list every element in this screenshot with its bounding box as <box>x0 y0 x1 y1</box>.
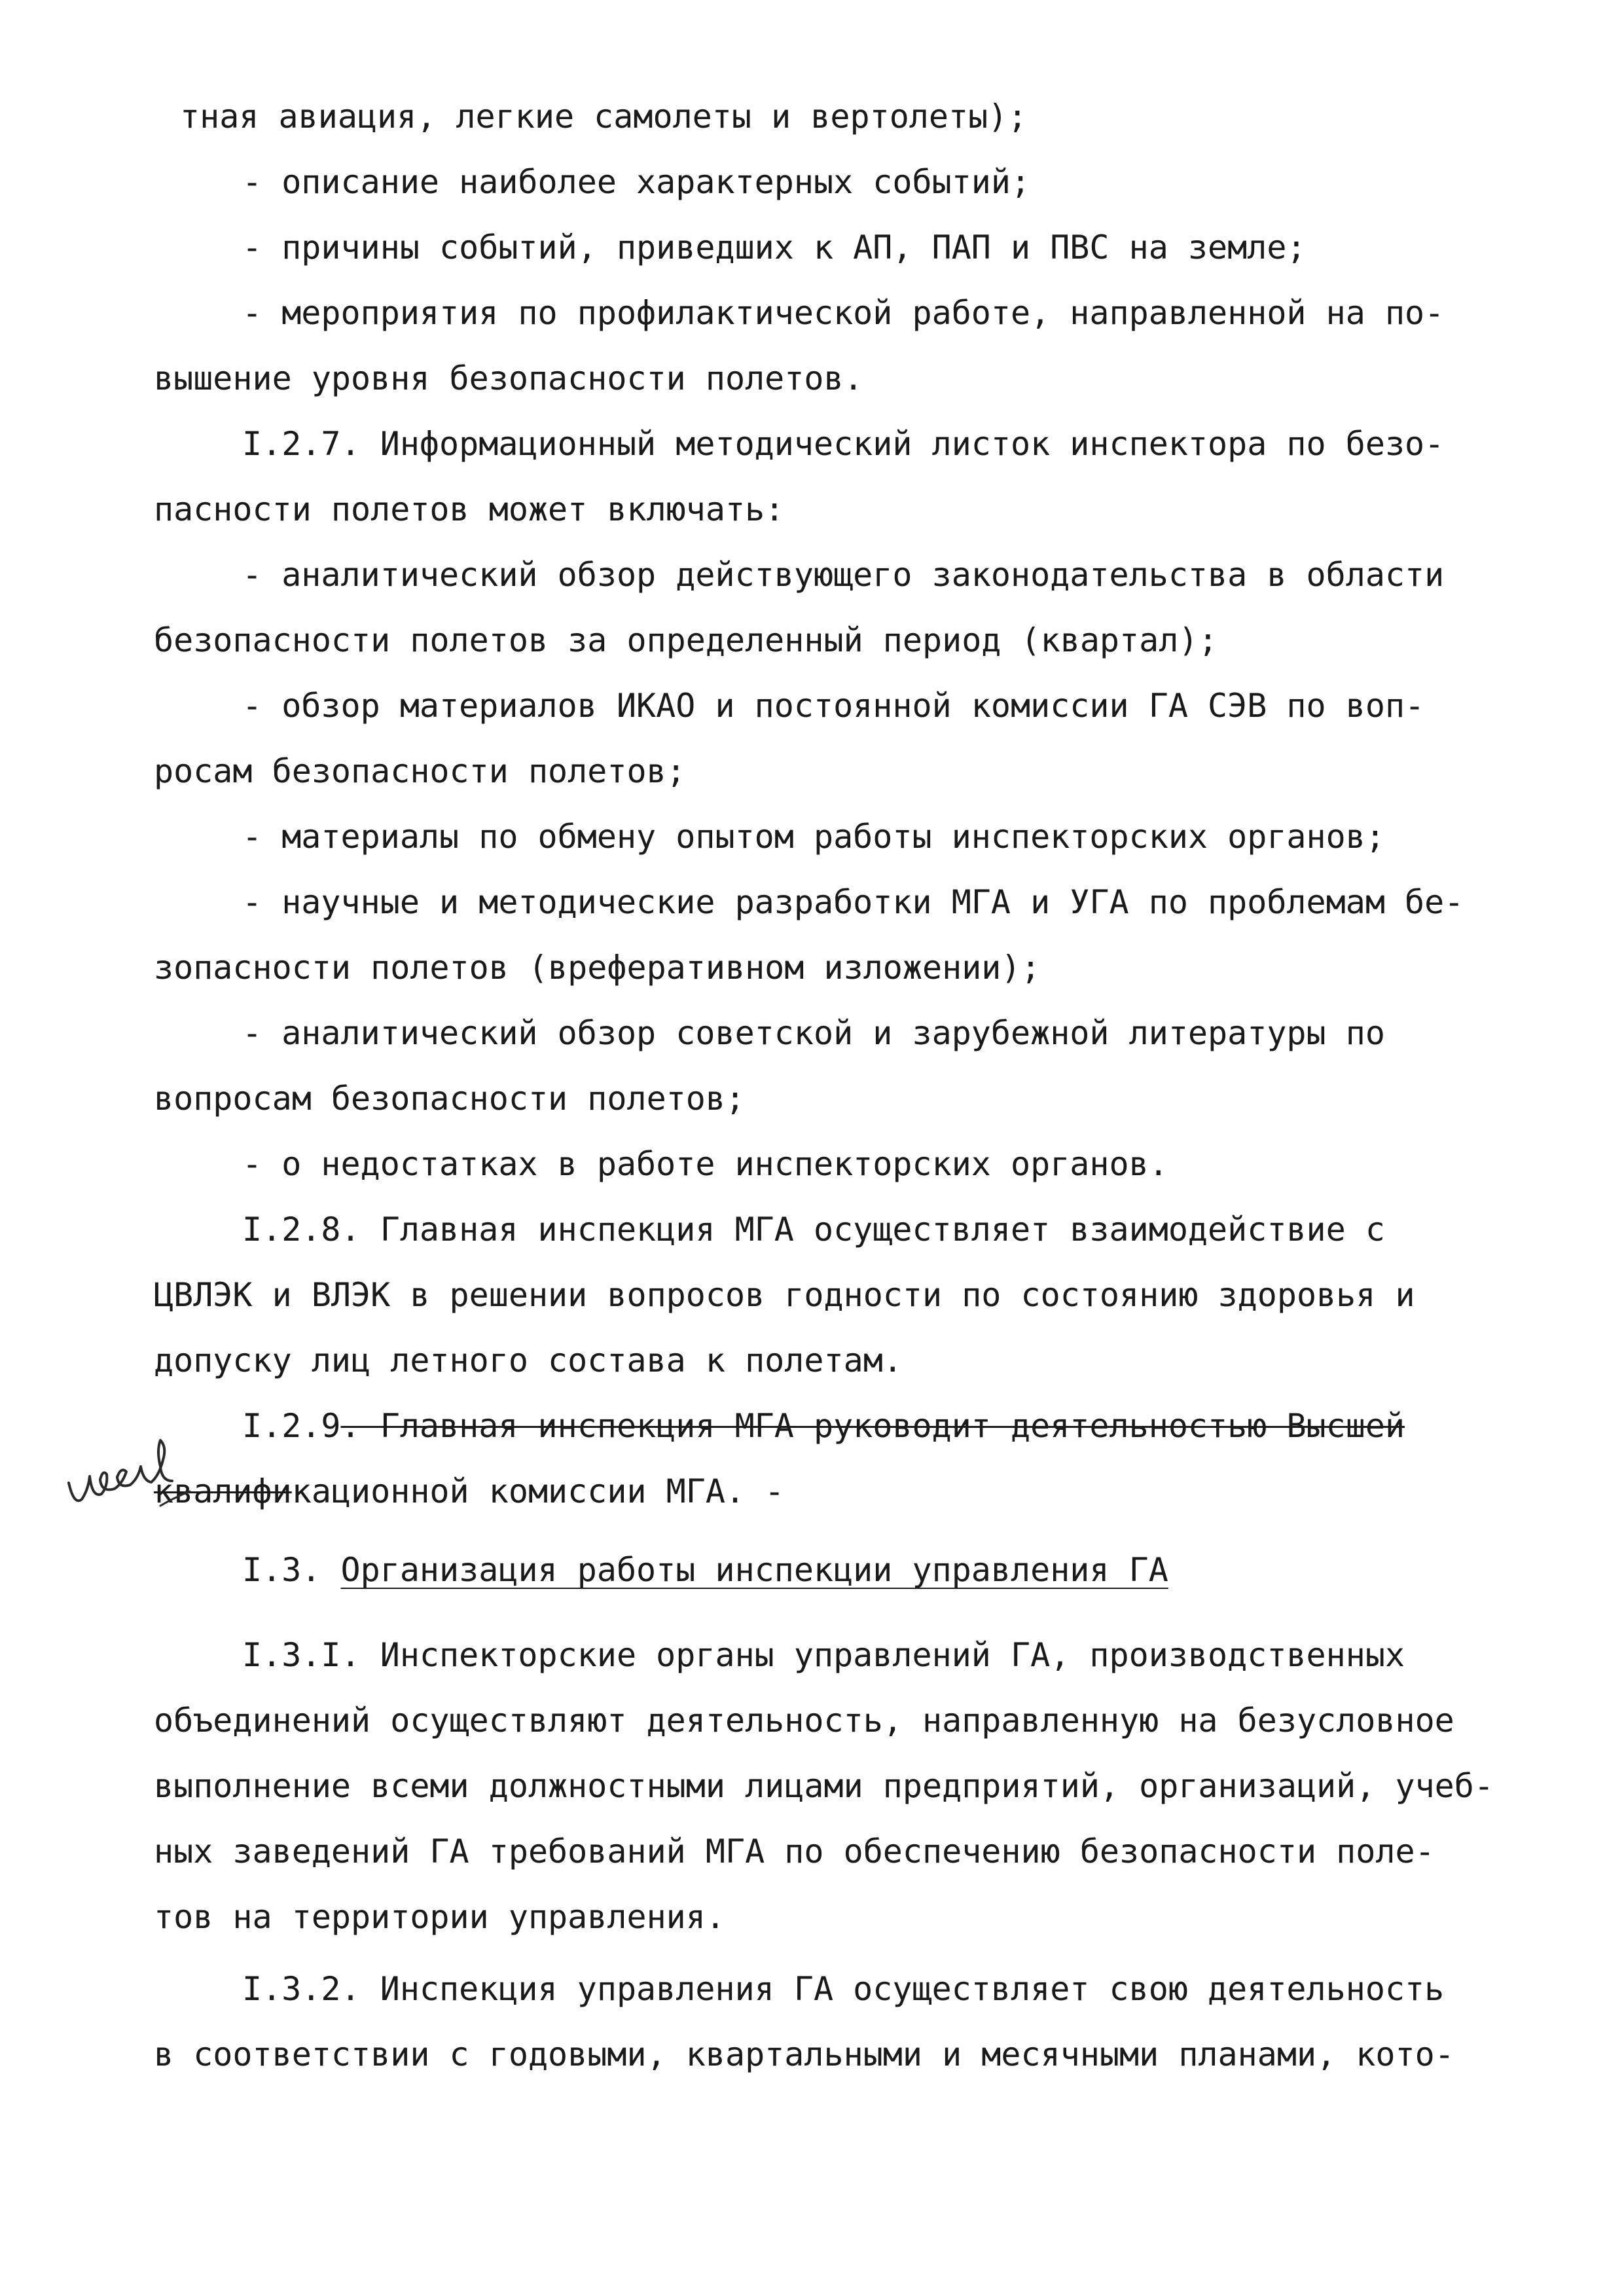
section-heading <box>242 1550 1168 1590</box>
text-line: - обзор материалов ИКАО и постоянной комиссии ГА СЭВ по воп- <box>242 687 1425 725</box>
struck-text: . Главная инспекция МГА руководит деятельностью Высшей <box>340 1407 1405 1445</box>
text-line: - описание наиболее характерных событий; <box>242 163 1031 201</box>
text-line: пасности полетов может включать: <box>154 490 785 528</box>
handwritten-note-icon <box>62 1421 213 1532</box>
text-line: - аналитический обзор советской и зарубежной литературы по <box>242 1014 1385 1052</box>
struck-paragraph-line-2 <box>154 1472 784 1511</box>
struck-paragraph-line-1 <box>242 1406 1405 1446</box>
text-line: - о недостатках в работе инспекторских органов. <box>242 1145 1168 1183</box>
text-line: вопросам безопасности полетов; <box>154 1080 746 1118</box>
text-line: I.2.7. Информационный методический листок инспектора по безо- <box>242 425 1445 463</box>
section-number: I.3. <box>242 1551 341 1589</box>
text-line: I.3.I. Инспекторские органы управлений ГА, производственных <box>242 1636 1405 1674</box>
text-line: I.2.8. Главная инспекция МГА осуществляет взаимодействие с <box>242 1211 1385 1248</box>
text-line: допуску лиц летного состава к полетам. <box>154 1341 903 1379</box>
text-line: - материалы по обмену опытом работы инспекторских органов; <box>242 818 1385 856</box>
paragraph-number: I.2.9 <box>242 1407 341 1445</box>
text-line: - мероприятия по профилактической работе, направленной на по- <box>242 294 1445 332</box>
text-line: объединений осуществляют деятельность, направленную на безусловное <box>154 1702 1454 1740</box>
text-line: тов на территории управления. <box>154 1898 725 1936</box>
text-line: тная авиация, легкие самолеты и вертолеты); <box>180 98 1028 136</box>
text-line: I.3.2. Инспекция управления ГА осуществляет свою деятельность <box>242 1970 1445 2008</box>
text-line: в соответствии с годовыми, квартальными и месячными планами, кото- <box>154 2035 1454 2073</box>
text-line: - аналитический обзор действующего законодательства в области <box>242 556 1445 594</box>
text-line: - научные и методические разработки МГА и УГА по проблемам бе- <box>242 883 1464 921</box>
text-line: вышение уровня безопасности полетов. <box>154 359 863 397</box>
text-fragment: кационной комиссии МГА. - <box>291 1472 785 1510</box>
text-line: зопасности полетов (вреферативном изложении); <box>154 949 1041 987</box>
struck-word: квалифи <box>154 1472 292 1510</box>
text-line: ЦВЛЭК и ВЛЭК в решении вопросов годности по состоянию здоровья и <box>154 1276 1415 1314</box>
text-line: выполнение всеми должностными лицами предприятий, организаций, учеб- <box>154 1767 1494 1805</box>
text-line: росам безопасности полетов; <box>154 752 686 790</box>
text-line: безопасности полетов за определенный период (квартал); <box>154 621 1218 659</box>
section-title: Организация работы инспекции управления ГА <box>340 1551 1168 1589</box>
text-line: ных заведений ГА требований МГА по обеспечению безопасности поле- <box>154 1832 1435 1870</box>
text-line: - причины событий, приведших к АП, ПАП и ПВС на земле; <box>242 228 1307 266</box>
